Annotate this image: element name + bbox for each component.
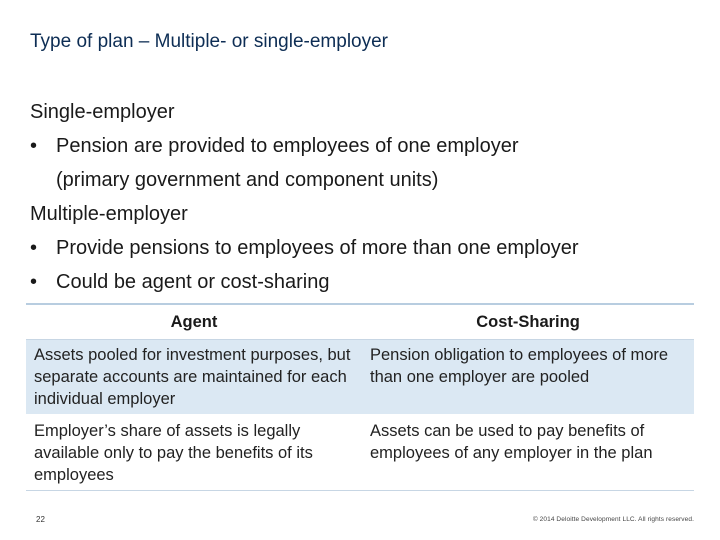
bullet-text-line2: (primary government and component units) — [56, 169, 439, 191]
slide-body — [30, 95, 700, 299]
multiple-employer-heading: Multiple-employer — [30, 203, 188, 225]
bullet-text: Provide pensions to employees of more than one employer — [56, 237, 579, 259]
table-row — [26, 340, 694, 415]
table-header-row — [26, 304, 694, 340]
copyright-notice: © 2014 Deloitte Development LLC. All rights reserved. — [532, 516, 694, 523]
page-number: 22 — [36, 515, 45, 524]
table-cell: Pension obligation to employees of more than one employer are pooled — [362, 340, 694, 415]
bullet-glyph: • — [30, 135, 38, 157]
bullet-text-line1: Pension are provided to employees of one employer — [56, 135, 519, 157]
bullet-item — [30, 265, 700, 299]
single-employer-heading: Single-employer — [30, 101, 175, 123]
table-cell: Assets can be used to pay benefits of employees of any employer in the plan — [362, 414, 694, 491]
bullet-glyph: • — [30, 271, 38, 293]
comparison-table — [26, 303, 694, 491]
header-agent: Agent — [26, 304, 362, 340]
bullet-glyph: • — [30, 237, 38, 259]
table-row — [26, 414, 694, 491]
slide-title: Type of plan – Multiple- or single-employer — [30, 31, 389, 52]
bullet-item — [30, 129, 700, 197]
table-cell: Assets pooled for investment purposes, but separate accounts are maintained for each individual employer — [26, 340, 362, 415]
bullet-text: Could be agent or cost-sharing — [56, 271, 330, 293]
header-cost-sharing: Cost-Sharing — [362, 304, 694, 340]
table-cell: Employer’s share of assets is legally available only to pay the benefits of its employees — [26, 414, 362, 491]
bullet-item — [30, 231, 700, 265]
